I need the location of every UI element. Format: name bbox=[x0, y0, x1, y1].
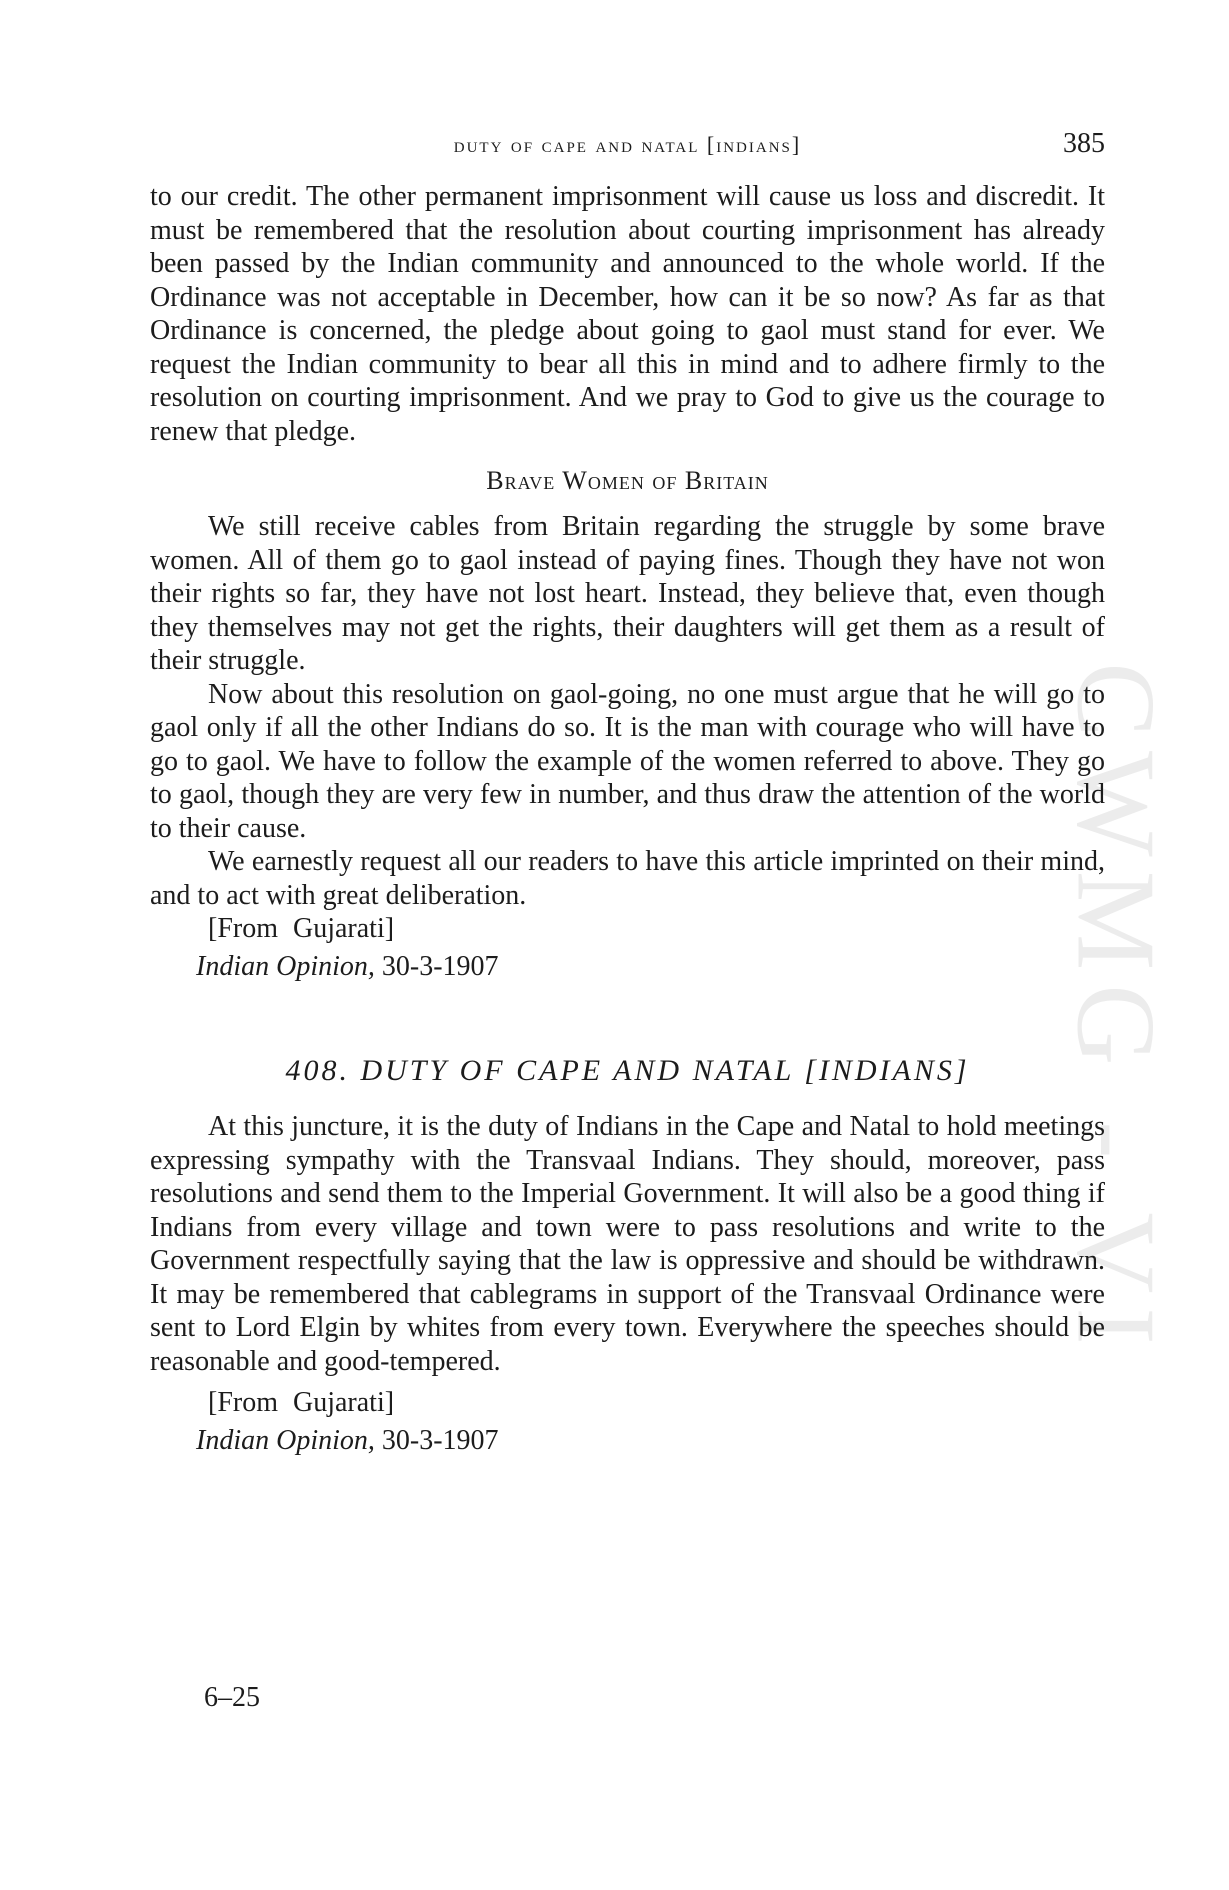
paragraph-request: We earnestly request all our readers to have this article imprinted on their mind, and to act with great deliberation. bbox=[150, 846, 1105, 911]
running-head bbox=[150, 128, 1105, 172]
paragraph-brave-women: We still receive cables from Britain regarding the struggle by some brave women. All of them go to gaol instead of paying fines. Though they have not won their rights so far, they have not lost heart. Instead, they believe that, even though they themselves may not get the rights, their daughters will get them as a result of their struggle. bbox=[150, 511, 1105, 676]
page-content bbox=[150, 180, 1105, 1458]
continued-paragraph: to our credit. The other permanent imprisonment will cause us loss and discredit. It must be remembered that the resolution about courting imprisonment has already been passed by the Indian community and announced to the whole world. If the Ordinance was not acceptable in December, how can it be so now? As far as that Ordinance is concerned, the pledge about going to gaol must stand for ever. We request the Indian community to bear all this in mind and to adhere firmly to the resolution on courting imprisonment. And we pray to God to give us the courage to renew that pledge. bbox=[150, 181, 1105, 447]
article-citation-title: Indian Opinion, bbox=[196, 1425, 375, 1456]
article-title: 408. DUTY OF CAPE AND NATAL [INDIANS] bbox=[285, 1054, 970, 1087]
page-number: 385 bbox=[1063, 128, 1105, 159]
article-source-note: [From Gujarati] bbox=[208, 1387, 395, 1418]
paragraph-gaol-going: Now about this resolution on gaol-going, no one must argue that he will go to gaol only if all the other Indians do so. It is the man with courage who will have to go to gaol. We have to follow the example of the women referred to above. They go to gaol, though they are very few in number, and thus draw the attention of the world to their cause. bbox=[150, 678, 1105, 844]
citation-title: Indian Opinion, bbox=[196, 951, 375, 982]
article-paragraph: At this juncture, it is the duty of Indians in the Cape and Natal to hold meetings expressing sympathy with the Transvaal Indians. They should, moreover, pass resolutions and send them to the Imperial Government. It will also be a good thing if Indians from every village and town were to pass resolutions and write to the Government respectfully saying that the law is oppressive and should be withdrawn. It may be remembered that cablegrams in support of the Transvaal Ordinance were sent to Lord Elgin by whites from every town. Everywhere the speeches should be reasonable and good-tempered. bbox=[150, 1111, 1105, 1377]
signature-mark: 6–25 bbox=[204, 1682, 260, 1713]
citation bbox=[196, 950, 1105, 984]
section-heading: Brave Women of Britain bbox=[486, 466, 769, 495]
source-note: [From Gujarati] bbox=[208, 913, 395, 944]
article-citation-date: 30-3-1907 bbox=[374, 1425, 499, 1456]
watermark-text: CWMG - VI bbox=[1053, 661, 1178, 1359]
running-head-title: duty of cape and natal [indians] bbox=[453, 132, 802, 157]
citation-date: 30-3-1907 bbox=[374, 951, 499, 982]
article-citation bbox=[196, 1424, 1105, 1458]
